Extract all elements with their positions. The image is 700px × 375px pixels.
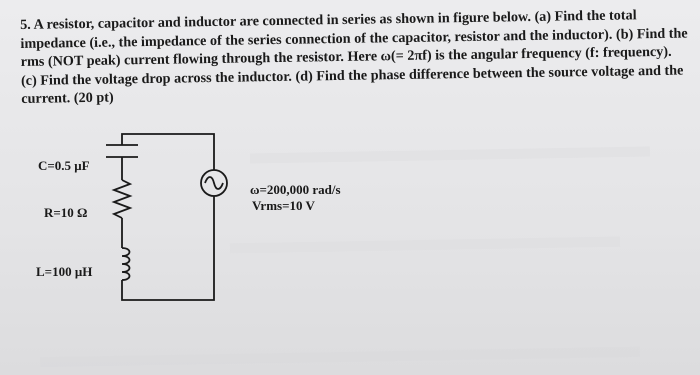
omega-label: ω=200,000 rad/s bbox=[250, 182, 341, 197]
wire-bottom bbox=[122, 196, 214, 300]
inductor-coil bbox=[122, 248, 130, 280]
problem-text: 5. A resistor, capacitor and inductor are connected in series as shown in figure below. (a) Find the total impedance (i.e., the impedance of the series connection of the capacitor, resistor and the inductor). (b) Find the rms (NOT peak) current flowing through the resistor. Here ω(= 2πf) is the angular frequency (f: frequency). (c) Find the voltage drop across the inductor. (d) Find the phase difference between the source voltage and the current. (20 pt) bbox=[20, 7, 688, 107]
wire-top bbox=[122, 134, 214, 170]
inductor-label: L=100 μH bbox=[36, 264, 93, 279]
capacitor-label: C=0.5 μF bbox=[38, 158, 90, 173]
resistor-label: R=10 Ω bbox=[44, 205, 88, 220]
ac-source-wave bbox=[205, 177, 223, 189]
vrms-label: Vrms=10 V bbox=[252, 198, 315, 213]
resistor-zigzag bbox=[114, 180, 130, 218]
